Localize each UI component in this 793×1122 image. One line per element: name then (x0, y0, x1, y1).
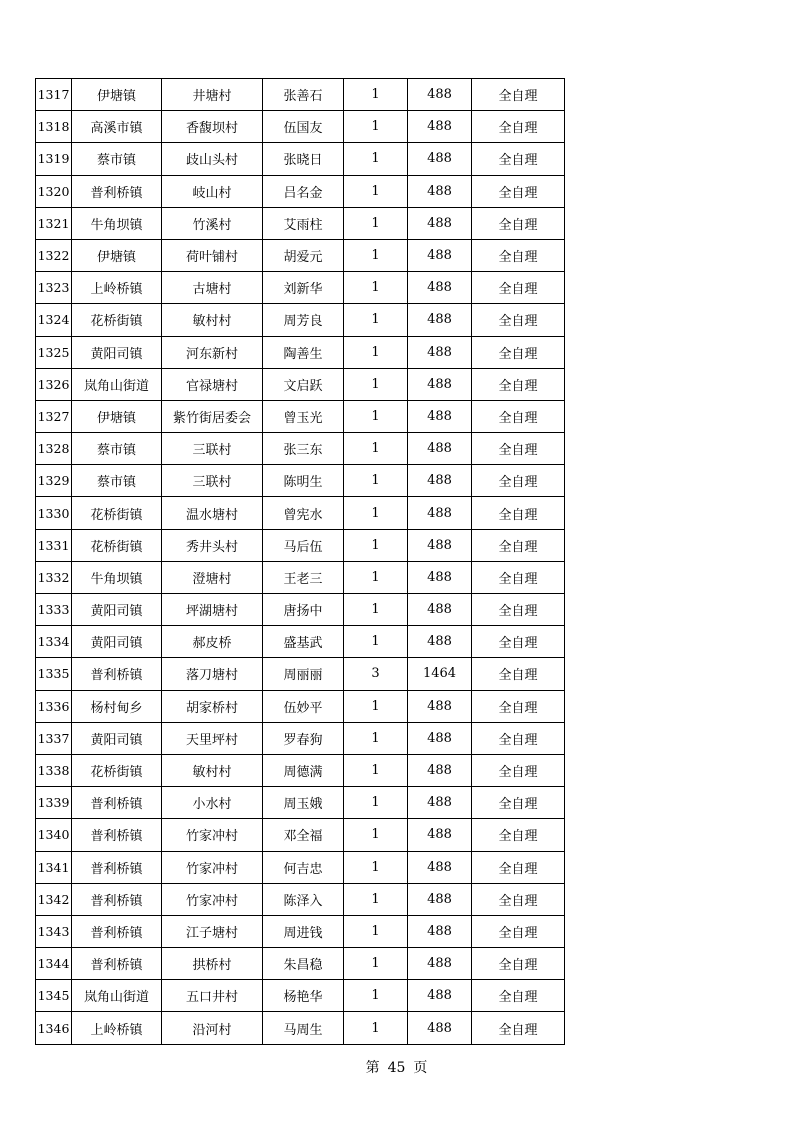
person-name-cell: 吕名金 (263, 175, 344, 207)
person-name-cell: 张善石 (263, 79, 344, 111)
amount-cell: 488 (408, 980, 472, 1012)
care-type-cell: 全自理 (472, 1012, 565, 1044)
row-number-cell: 1328 (36, 433, 72, 465)
care-type-cell: 全自理 (472, 626, 565, 658)
table-row (36, 368, 565, 400)
town-cell: 普利桥镇 (72, 851, 162, 883)
table-row (36, 111, 565, 143)
row-number-cell: 1325 (36, 336, 72, 368)
amount-cell: 488 (408, 111, 472, 143)
village-cell: 井塘村 (162, 79, 263, 111)
village-cell: 荷叶铺村 (162, 239, 263, 271)
amount-cell: 488 (408, 400, 472, 432)
table-row (36, 594, 565, 626)
town-cell: 普利桥镇 (72, 948, 162, 980)
table-row (36, 626, 565, 658)
count-cell: 1 (344, 948, 408, 980)
amount-cell: 488 (408, 368, 472, 400)
town-cell: 黄阳司镇 (72, 594, 162, 626)
row-number-cell: 1342 (36, 883, 72, 915)
village-cell: 温水塘村 (162, 497, 263, 529)
count-cell: 1 (344, 465, 408, 497)
amount-cell: 488 (408, 1012, 472, 1044)
town-cell: 普利桥镇 (72, 819, 162, 851)
count-cell: 3 (344, 658, 408, 690)
row-number-cell: 1320 (36, 175, 72, 207)
village-cell: 秀井头村 (162, 529, 263, 561)
village-cell: 沿河村 (162, 1012, 263, 1044)
amount-cell: 488 (408, 819, 472, 851)
village-cell: 河东新村 (162, 336, 263, 368)
table-row (36, 883, 565, 915)
table-row (36, 143, 565, 175)
table-body (36, 79, 565, 1045)
care-type-cell: 全自理 (472, 754, 565, 786)
care-type-cell: 全自理 (472, 207, 565, 239)
village-cell: 官禄塘村 (162, 368, 263, 400)
person-name-cell: 杨艳华 (263, 980, 344, 1012)
table-row (36, 400, 565, 432)
count-cell: 1 (344, 336, 408, 368)
person-name-cell: 曾宪水 (263, 497, 344, 529)
amount-cell: 488 (408, 465, 472, 497)
village-cell: 拱桥村 (162, 948, 263, 980)
person-name-cell: 文启跃 (263, 368, 344, 400)
care-type-cell: 全自理 (472, 143, 565, 175)
amount-cell: 488 (408, 143, 472, 175)
care-type-cell: 全自理 (472, 658, 565, 690)
town-cell: 蔡市镇 (72, 433, 162, 465)
village-cell: 落刀塘村 (162, 658, 263, 690)
table-row (36, 465, 565, 497)
table-row (36, 658, 565, 690)
person-name-cell: 罗春狗 (263, 722, 344, 754)
person-name-cell: 陶善生 (263, 336, 344, 368)
village-cell: 坪湖塘村 (162, 594, 263, 626)
row-number-cell: 1318 (36, 111, 72, 143)
person-name-cell: 周丽丽 (263, 658, 344, 690)
amount-cell: 488 (408, 787, 472, 819)
town-cell: 蔡市镇 (72, 465, 162, 497)
table-row (36, 433, 565, 465)
count-cell: 1 (344, 690, 408, 722)
row-number-cell: 1332 (36, 561, 72, 593)
count-cell: 1 (344, 561, 408, 593)
person-name-cell: 王老三 (263, 561, 344, 593)
row-number-cell: 1322 (36, 239, 72, 271)
table-row (36, 272, 565, 304)
count-cell: 1 (344, 883, 408, 915)
town-cell: 牛角坝镇 (72, 207, 162, 239)
data-table (35, 78, 565, 1045)
table-row (36, 915, 565, 947)
care-type-cell: 全自理 (472, 368, 565, 400)
count-cell: 1 (344, 722, 408, 754)
row-number-cell: 1329 (36, 465, 72, 497)
person-name-cell: 张晓日 (263, 143, 344, 175)
amount-cell: 488 (408, 272, 472, 304)
count-cell: 1 (344, 594, 408, 626)
village-cell: 香馥坝村 (162, 111, 263, 143)
row-number-cell: 1339 (36, 787, 72, 819)
row-number-cell: 1317 (36, 79, 72, 111)
person-name-cell: 唐扬中 (263, 594, 344, 626)
count-cell: 1 (344, 497, 408, 529)
amount-cell: 488 (408, 594, 472, 626)
care-type-cell: 全自理 (472, 915, 565, 947)
amount-cell: 488 (408, 626, 472, 658)
count-cell: 1 (344, 754, 408, 786)
care-type-cell: 全自理 (472, 111, 565, 143)
person-name-cell: 伍妙平 (263, 690, 344, 722)
village-cell: 竹溪村 (162, 207, 263, 239)
town-cell: 普利桥镇 (72, 787, 162, 819)
amount-cell: 488 (408, 433, 472, 465)
amount-cell: 488 (408, 175, 472, 207)
town-cell: 岚角山街道 (72, 980, 162, 1012)
town-cell: 杨村甸乡 (72, 690, 162, 722)
row-number-cell: 1323 (36, 272, 72, 304)
row-number-cell: 1341 (36, 851, 72, 883)
care-type-cell: 全自理 (472, 948, 565, 980)
row-number-cell: 1330 (36, 497, 72, 529)
care-type-cell: 全自理 (472, 336, 565, 368)
amount-cell: 488 (408, 948, 472, 980)
count-cell: 1 (344, 207, 408, 239)
count-cell: 1 (344, 1012, 408, 1044)
table-row (36, 819, 565, 851)
amount-cell: 488 (408, 915, 472, 947)
count-cell: 1 (344, 111, 408, 143)
row-number-cell: 1338 (36, 754, 72, 786)
row-number-cell: 1331 (36, 529, 72, 561)
person-name-cell: 曾玉光 (263, 400, 344, 432)
amount-cell: 488 (408, 883, 472, 915)
amount-cell: 488 (408, 529, 472, 561)
village-cell: 五口井村 (162, 980, 263, 1012)
village-cell: 小水村 (162, 787, 263, 819)
table-row (36, 79, 565, 111)
care-type-cell: 全自理 (472, 561, 565, 593)
village-cell: 岐山村 (162, 175, 263, 207)
page-footer (0, 1057, 793, 1077)
town-cell: 上岭桥镇 (72, 272, 162, 304)
village-cell: 江子塘村 (162, 915, 263, 947)
village-cell: 三联村 (162, 465, 263, 497)
village-cell: 澄塘村 (162, 561, 263, 593)
person-name-cell: 伍国友 (263, 111, 344, 143)
town-cell: 普利桥镇 (72, 883, 162, 915)
row-number-cell: 1345 (36, 980, 72, 1012)
village-cell: 竹家冲村 (162, 851, 263, 883)
town-cell: 花桥街镇 (72, 304, 162, 336)
row-number-cell: 1321 (36, 207, 72, 239)
count-cell: 1 (344, 626, 408, 658)
village-cell: 古塘村 (162, 272, 263, 304)
care-type-cell: 全自理 (472, 175, 565, 207)
care-type-cell: 全自理 (472, 722, 565, 754)
town-cell: 牛角坝镇 (72, 561, 162, 593)
row-number-cell: 1337 (36, 722, 72, 754)
care-type-cell: 全自理 (472, 787, 565, 819)
table-row (36, 239, 565, 271)
village-cell: 竹家冲村 (162, 883, 263, 915)
person-name-cell: 何吉忠 (263, 851, 344, 883)
table-row (36, 980, 565, 1012)
amount-cell: 488 (408, 207, 472, 239)
count-cell: 1 (344, 368, 408, 400)
footer-suffix: 页 (413, 1060, 428, 1076)
care-type-cell: 全自理 (472, 239, 565, 271)
row-number-cell: 1346 (36, 1012, 72, 1044)
table-row (36, 304, 565, 336)
care-type-cell: 全自理 (472, 272, 565, 304)
row-number-cell: 1340 (36, 819, 72, 851)
person-name-cell: 陈泽入 (263, 883, 344, 915)
person-name-cell: 张三东 (263, 433, 344, 465)
table-row (36, 175, 565, 207)
person-name-cell: 周玉娥 (263, 787, 344, 819)
table-row (36, 851, 565, 883)
table-row (36, 690, 565, 722)
count-cell: 1 (344, 851, 408, 883)
page-number: 45 (387, 1060, 406, 1076)
count-cell: 1 (344, 239, 408, 271)
care-type-cell: 全自理 (472, 433, 565, 465)
town-cell: 普利桥镇 (72, 658, 162, 690)
person-name-cell: 盛基武 (263, 626, 344, 658)
town-cell: 上岭桥镇 (72, 1012, 162, 1044)
person-name-cell: 周进钱 (263, 915, 344, 947)
care-type-cell: 全自理 (472, 465, 565, 497)
care-type-cell: 全自理 (472, 529, 565, 561)
town-cell: 黄阳司镇 (72, 722, 162, 754)
table-row (36, 754, 565, 786)
count-cell: 1 (344, 143, 408, 175)
table-row (36, 948, 565, 980)
village-cell: 胡家桥村 (162, 690, 263, 722)
town-cell: 蔡市镇 (72, 143, 162, 175)
care-type-cell: 全自理 (472, 79, 565, 111)
village-cell: 紫竹街居委会 (162, 400, 263, 432)
count-cell: 1 (344, 915, 408, 947)
town-cell: 花桥街镇 (72, 754, 162, 786)
amount-cell: 1464 (408, 658, 472, 690)
table-row (36, 561, 565, 593)
count-cell: 1 (344, 529, 408, 561)
row-number-cell: 1324 (36, 304, 72, 336)
amount-cell: 488 (408, 497, 472, 529)
table-row (36, 529, 565, 561)
village-cell: 敏村村 (162, 754, 263, 786)
village-cell: 天里坪村 (162, 722, 263, 754)
person-name-cell: 陈明生 (263, 465, 344, 497)
count-cell: 1 (344, 272, 408, 304)
person-name-cell: 胡爱元 (263, 239, 344, 271)
count-cell: 1 (344, 787, 408, 819)
person-name-cell: 周德满 (263, 754, 344, 786)
row-number-cell: 1327 (36, 400, 72, 432)
amount-cell: 488 (408, 336, 472, 368)
person-name-cell: 邓全福 (263, 819, 344, 851)
count-cell: 1 (344, 400, 408, 432)
town-cell: 花桥街镇 (72, 529, 162, 561)
count-cell: 1 (344, 304, 408, 336)
footer-prefix: 第 (365, 1060, 380, 1076)
town-cell: 高溪市镇 (72, 111, 162, 143)
amount-cell: 488 (408, 304, 472, 336)
town-cell: 黄阳司镇 (72, 336, 162, 368)
village-cell: 竹家冲村 (162, 819, 263, 851)
care-type-cell: 全自理 (472, 400, 565, 432)
table-row (36, 207, 565, 239)
person-name-cell: 马后伍 (263, 529, 344, 561)
count-cell: 1 (344, 980, 408, 1012)
count-cell: 1 (344, 433, 408, 465)
village-cell: 敏村村 (162, 304, 263, 336)
care-type-cell: 全自理 (472, 304, 565, 336)
town-cell: 普利桥镇 (72, 915, 162, 947)
amount-cell: 488 (408, 722, 472, 754)
village-cell: 郝皮桥 (162, 626, 263, 658)
amount-cell: 488 (408, 754, 472, 786)
amount-cell: 488 (408, 561, 472, 593)
row-number-cell: 1344 (36, 948, 72, 980)
care-type-cell: 全自理 (472, 690, 565, 722)
amount-cell: 488 (408, 79, 472, 111)
row-number-cell: 1319 (36, 143, 72, 175)
table-row (36, 722, 565, 754)
care-type-cell: 全自理 (472, 594, 565, 626)
town-cell: 黄阳司镇 (72, 626, 162, 658)
town-cell: 伊塘镇 (72, 79, 162, 111)
row-number-cell: 1326 (36, 368, 72, 400)
town-cell: 伊塘镇 (72, 239, 162, 271)
care-type-cell: 全自理 (472, 819, 565, 851)
village-cell: 三联村 (162, 433, 263, 465)
count-cell: 1 (344, 79, 408, 111)
table-row (36, 787, 565, 819)
village-cell: 歧山头村 (162, 143, 263, 175)
amount-cell: 488 (408, 690, 472, 722)
person-name-cell: 马周生 (263, 1012, 344, 1044)
person-name-cell: 刘新华 (263, 272, 344, 304)
town-cell: 普利桥镇 (72, 175, 162, 207)
town-cell: 花桥街镇 (72, 497, 162, 529)
care-type-cell: 全自理 (472, 883, 565, 915)
row-number-cell: 1336 (36, 690, 72, 722)
row-number-cell: 1333 (36, 594, 72, 626)
row-number-cell: 1343 (36, 915, 72, 947)
care-type-cell: 全自理 (472, 851, 565, 883)
table-row (36, 1012, 565, 1044)
amount-cell: 488 (408, 851, 472, 883)
row-number-cell: 1334 (36, 626, 72, 658)
town-cell: 岚角山街道 (72, 368, 162, 400)
person-name-cell: 艾雨柱 (263, 207, 344, 239)
row-number-cell: 1335 (36, 658, 72, 690)
care-type-cell: 全自理 (472, 980, 565, 1012)
amount-cell: 488 (408, 239, 472, 271)
table-row (36, 497, 565, 529)
person-name-cell: 周芳良 (263, 304, 344, 336)
care-type-cell: 全自理 (472, 497, 565, 529)
count-cell: 1 (344, 819, 408, 851)
count-cell: 1 (344, 175, 408, 207)
person-name-cell: 朱昌稳 (263, 948, 344, 980)
table-row (36, 336, 565, 368)
town-cell: 伊塘镇 (72, 400, 162, 432)
